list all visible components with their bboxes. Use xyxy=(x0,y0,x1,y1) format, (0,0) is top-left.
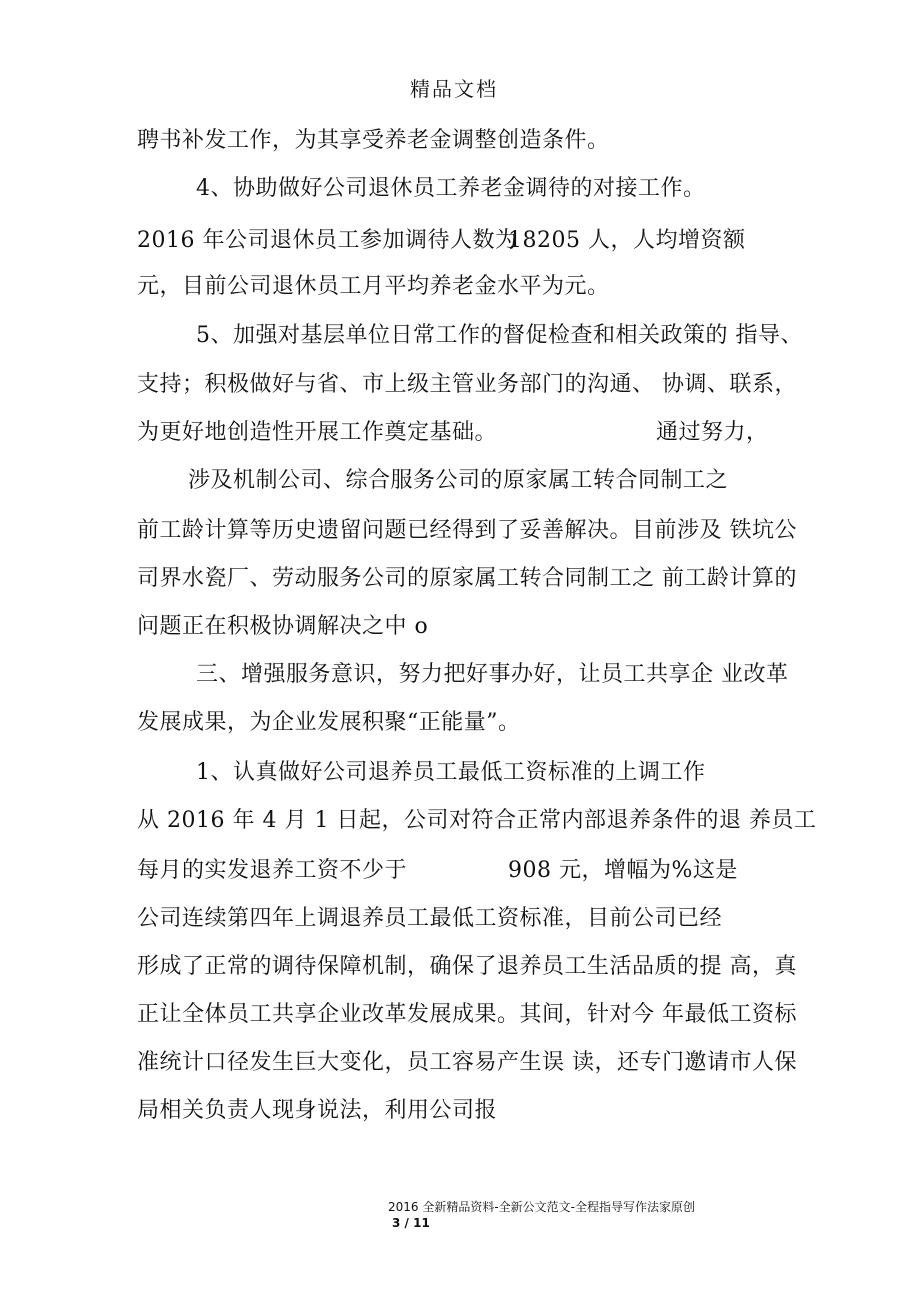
paragraph-line: 为更好地创造性开展工作奠定基础。 xyxy=(137,420,498,445)
page-footer-text: 2016 全新精品资料-全新公文范文-全程指导写作法家原创 xyxy=(388,1200,696,1214)
paragraph-line: 从 2016 年 4 月 1 日起，公司对符合正常内部退养条件的退 养员工 xyxy=(137,808,817,833)
paragraph-line: 正让全体员工共享企业改革发展成果。其间，针对今 年最低工资标 xyxy=(137,1002,797,1027)
paragraph-line: 18205 人，人均增资额 xyxy=(508,228,746,253)
page-number: 3 / 11 xyxy=(392,1216,430,1230)
paragraph-line: 司界水瓷厂、劳动服务公司的原家属工转合同制工之 前工龄计算的 xyxy=(137,566,797,591)
paragraph-line: 前工龄计算等历史遗留问题已经得到了妥善解决。目前涉及 铁坑公 xyxy=(137,518,797,543)
paragraph-line: 形成了正常的调待保障机制，确保了退养员工生活品质的提 高，真 xyxy=(137,954,797,979)
paragraph-line: 通过努力， xyxy=(656,420,769,445)
paragraph-line: 准统计口径发生巨大变化，员工容易产生误 读，还专门邀请市人保 xyxy=(137,1050,797,1075)
paragraph-line: 支持；积极做好与省、市上级主管业务部门的沟通、 协调、联系， xyxy=(137,372,797,397)
paragraph-line: 1、认真做好公司退养员工最低工资标准的上调工作 xyxy=(196,760,706,785)
paragraph-line: 局相关负责人现身说法，利用公司报 xyxy=(137,1098,498,1123)
paragraph-line: 三、增强服务意识，努力把好事办好，让员工共享企 业改革 xyxy=(196,662,789,687)
paragraph-line: 元，目前公司退休员工月平均养老金水平为元。 xyxy=(137,274,610,299)
paragraph-line: 聘书补发工作，为其享受养老金调整创造条件。 xyxy=(137,128,610,153)
paragraph-line: 涉及机制公司、综合服务公司的原家属工转合同制工之 xyxy=(188,468,729,493)
paragraph-line: 公司连续第四年上调退养员工最低工资标准，目前公司已经 xyxy=(137,906,723,931)
paragraph-line: 问题正在积极协调解决之中 o xyxy=(137,614,429,639)
paragraph-line: 2016 年公司退休员工参加调待人数为 xyxy=(137,228,518,253)
paragraph-line: 每月的实发退养工资不少于 xyxy=(137,858,408,883)
paragraph-line: 908 元，增幅为%这是 xyxy=(508,858,738,883)
page-header-title: 精品文档 xyxy=(410,77,498,101)
paragraph-line: 5、加强对基层单位日常工作的督促检查和相关政策的 指导、 xyxy=(196,323,803,348)
paragraph-line: 4、协助做好公司退休员工养老金调待的对接工作。 xyxy=(196,176,706,201)
paragraph-line: 发展成果，为企业发展积聚“正能量”。 xyxy=(137,710,521,735)
